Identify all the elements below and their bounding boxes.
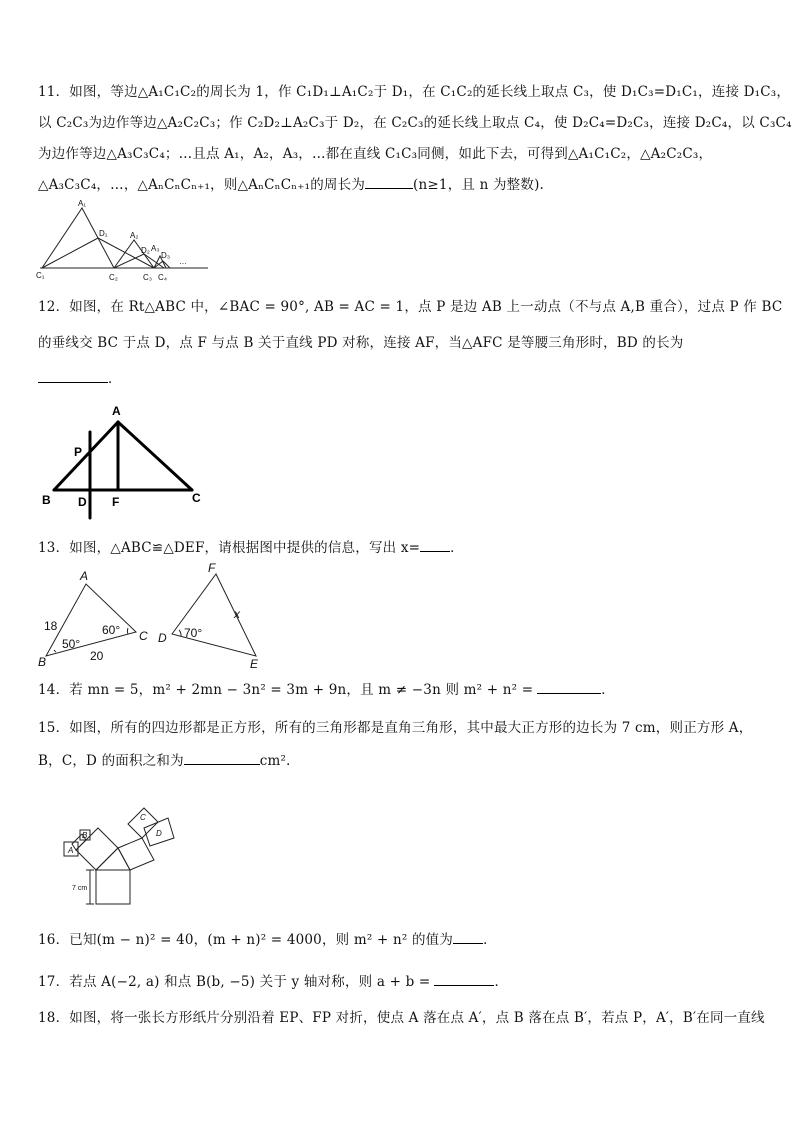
q11-line-2: 以 C₂C₃为边作等边△A₂C₂C₃；作 C₂D₂⊥A₂C₃于 D₂，在 C₂C₃的延长线上取点 C₄，使 D₂C₄=D₂C₃，连接 D₂C₄，以 C₃C₄ [38, 115, 792, 131]
figure-15-pythagoras-squares [52, 798, 182, 910]
q11-line-4-text: △A₃C₃C₄，…，△AₙCₙCₙ₊₁，则△AₙCₙCₙ₊₁的周长为 [38, 177, 366, 193]
angle-b: 50° [62, 637, 81, 651]
q15-line-2-text: B，C，D 的面积之和为 [38, 753, 184, 769]
answer-blank-12[interactable] [38, 368, 108, 383]
q15-line-2-tail: cm²． [259, 753, 300, 769]
q13-line-1-tail: ． [450, 540, 464, 556]
angle-c: 60° [102, 623, 121, 637]
q12-line-3 [38, 361, 760, 397]
question-14 [38, 675, 760, 706]
label-p: P [74, 445, 83, 459]
label-square-d: D [156, 829, 162, 838]
question-16 [38, 925, 760, 956]
label-a: A [112, 404, 121, 418]
q12-line-3-tail: ． [108, 371, 122, 387]
label-d: D [158, 631, 167, 645]
side-20: 20 [90, 649, 104, 663]
label-a3: A₃ [151, 244, 160, 253]
answer-blank-17[interactable] [434, 971, 494, 986]
q18-line-1: 18．如图，将一张长方形纸片分别沿着 EP、FP 对折，使点 A 落在点 A′，点 B 落在点 B′，若点 P，A′，B′在同一直线 [38, 1010, 765, 1026]
q17-line-1-tail: ． [494, 974, 509, 990]
answer-blank-14[interactable] [537, 679, 601, 694]
angle-d: 70° [184, 626, 203, 640]
label-square-a: A [68, 846, 74, 855]
label-b: B [38, 655, 47, 669]
label-square-b: B [82, 831, 88, 840]
q14-line-1-tail: ． [601, 682, 615, 698]
question-18 [38, 1003, 765, 1034]
label-a: A [80, 569, 89, 583]
label-d1: D₁ [99, 229, 108, 238]
label-d3: D₃ [161, 251, 171, 260]
label-d: D [78, 495, 87, 509]
label-c4: C₄ [158, 273, 168, 282]
label-a1: A₁ [78, 199, 87, 208]
label-c2: C₂ [109, 273, 118, 282]
figure-13-congruent-triangles [36, 560, 276, 672]
q15-line-1: 15．如图，所有的四边形都是正方形，所有的三角形都是直角三角形，其中最大正方形的边长为 7 cm，则正方形 A， [38, 720, 753, 736]
answer-blank-15[interactable] [184, 750, 260, 765]
answer-blank-13[interactable] [420, 537, 450, 552]
q14-line-1 [38, 675, 760, 706]
question-11 [38, 77, 792, 201]
q13-line-1-text: 13．如图，△ABC≌△DEF，请根据图中提供的信息，写出 x= [38, 540, 421, 556]
q11-line-1: 11．如图，等边△A₁C₁C₂的周长为 1，作 C₁D₁⊥A₁C₂于 D₁，在 C₁C₂的延长线上取点 C₃，使 D₁C₃=D₁C₁，连接 D₁C₃， [38, 84, 791, 100]
q11-line-4 [38, 170, 760, 201]
q14-line-1-text: 14．若 mn = 5，m² + 2mn − 3n² = 3m + 9n，且 m ≠ −3n 则 m² + n² = [38, 682, 534, 698]
label-x: x [234, 607, 240, 621]
label-7cm: 7 cm [72, 885, 88, 892]
label-f: F [208, 561, 216, 575]
label-c3: C₃ [143, 273, 153, 282]
label-c1: C₁ [36, 271, 45, 280]
answer-blank-11[interactable] [365, 174, 413, 189]
q16-line-1 [38, 925, 760, 956]
q15-line-2 [38, 745, 760, 778]
label-d2: D₂ [141, 246, 150, 255]
q17-line-1-text: 17．若点 A(−2, a) 和点 B(b, −5) 关于 y 轴对称，则 a + b = [38, 974, 431, 990]
question-17 [38, 967, 760, 998]
question-12 [38, 289, 783, 397]
label-f: F [112, 495, 120, 509]
q12-line-2: 的垂线交 BC 于点 D，点 F 与点 B 关于直线 PD 对称，连接 AF，当△AFC 是等腰三角形时，BD 的长为 [38, 335, 684, 351]
label-c: C [139, 629, 148, 643]
side-18: 18 [44, 619, 58, 633]
label-c: C [192, 491, 201, 505]
answer-blank-16[interactable] [453, 929, 483, 944]
q11-line-4-tail: (n≥1，且 n 为整数). [413, 177, 545, 193]
q16-line-1-text: 16．已知(m − n)² = 40，(m + n)² = 4000，则 m² + n² 的值为 [38, 932, 454, 948]
q11-line-3: 为边作等边△A₃C₃C₄；…且点 A₁，A₂，A₃，…都在直线 C₁C₃同侧，如此下去，可得到△A₁C₁C₂，△A₂C₂C₃， [38, 146, 713, 162]
q12-line-1: 12．如图，在 Rt△ABC 中，∠BAC = 90°, AB = AC = 1，点 P 是边 AB 上一动点（不与点 A,B 重合），过点 P 作 BC [38, 299, 783, 315]
figure-12-right-triangle [40, 400, 210, 522]
q17-line-1 [38, 967, 760, 998]
q16-line-1-tail: ． [483, 932, 497, 948]
label-dots: … [179, 257, 187, 266]
label-a2: A₂ [130, 231, 139, 240]
label-square-c: C [140, 813, 146, 822]
figure-11-triangles [36, 198, 216, 286]
label-e: E [250, 657, 259, 671]
label-b: B [42, 493, 51, 507]
question-15 [38, 712, 760, 778]
